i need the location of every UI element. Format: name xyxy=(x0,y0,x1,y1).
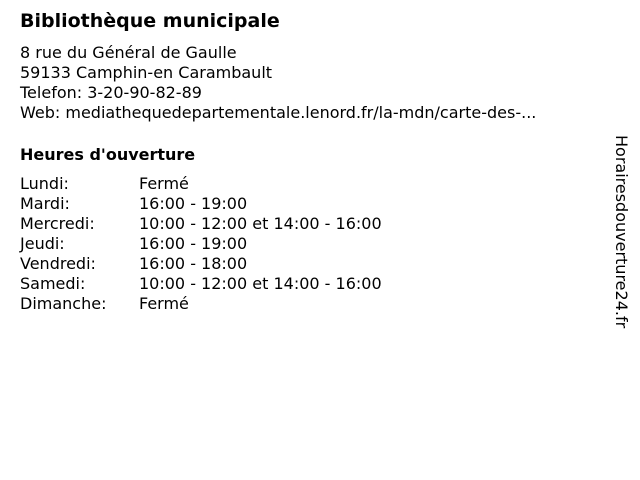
day-label: Jeudi: xyxy=(20,234,65,253)
contact-info xyxy=(20,43,536,123)
hours-row-sunday xyxy=(20,294,382,314)
hours-row-wednesday xyxy=(20,214,382,234)
phone-number: Telefon: 3-20-90-82-89 xyxy=(20,83,202,102)
day-label: Lundi: xyxy=(20,174,69,193)
hours-row-monday xyxy=(20,174,382,194)
hours-row-saturday xyxy=(20,274,382,294)
page-title: Bibliothèque municipale xyxy=(20,10,280,32)
website-link[interactable]: Web: mediathequedepartementale.lenord.fr/la-mdn/carte-des-... xyxy=(20,103,537,122)
hours-value: 10:00 - 12:00 et 14:00 - 16:00 xyxy=(139,214,382,233)
hours-value: 16:00 - 19:00 xyxy=(139,234,248,253)
day-label: Mardi: xyxy=(20,194,70,213)
opening-hours-heading: Heures d'ouverture xyxy=(20,145,196,164)
hours-row-friday xyxy=(20,254,382,274)
hours-row-thursday xyxy=(20,234,382,254)
hours-value: 10:00 - 12:00 et 14:00 - 16:00 xyxy=(139,274,382,293)
day-label: Vendredi: xyxy=(20,254,96,273)
hours-value: Fermé xyxy=(139,294,189,313)
opening-hours-table xyxy=(20,174,382,314)
address-street: 8 rue du Général de Gaulle xyxy=(20,43,237,62)
day-label: Samedi: xyxy=(20,274,86,293)
hours-value: Fermé xyxy=(139,174,189,193)
hours-value: 16:00 - 18:00 xyxy=(139,254,248,273)
hours-row-tuesday xyxy=(20,194,382,214)
day-label: Dimanche: xyxy=(20,294,107,313)
hours-value: 16:00 - 19:00 xyxy=(139,194,248,213)
site-watermark: Horairesdouverture24.fr xyxy=(612,135,631,329)
address-city: 59133 Camphin-en Carambault xyxy=(20,63,273,82)
day-label: Mercredi: xyxy=(20,214,95,233)
